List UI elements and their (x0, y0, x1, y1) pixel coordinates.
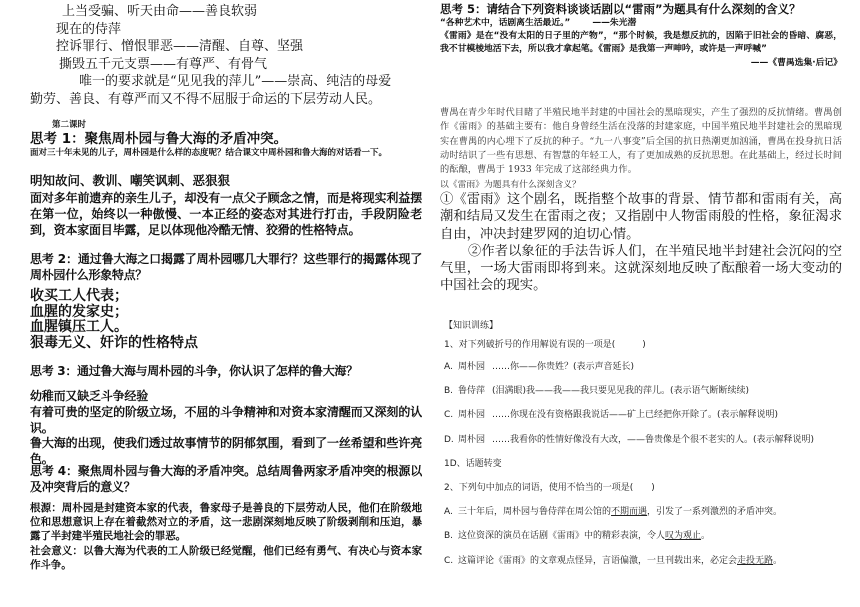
exercise-1-option-d (444, 434, 842, 458)
right-column (440, 0, 842, 607)
option-text-after: 。 (773, 555, 783, 566)
sub-question: 以《雷雨》为题具有什么深刻含义？ (440, 180, 581, 190)
question-1-title: 思考 1：聚焦周朴园与鲁大海的矛盾冲突。 (30, 131, 288, 147)
answer-line: 血腥镇压工人。 (30, 319, 128, 335)
knowledge-exercises (444, 320, 842, 579)
question-1-answer: 面对多年前遗弃的亲生儿子，却没有一点父子顾念之情，而是将现实利益摆在第一位，始终以一种傲慢、一本正经的姿态对其进行打击，手段阴险老到，资本家面目毕露，足以体现他冷酷无情、狡猾的性格特点。 (30, 191, 422, 237)
analysis-line: 现在的侍萍 (56, 21, 122, 37)
option-line: ……你现在没有资格跟我说话——矿上已经把你开除了。(表示解释说明) (492, 410, 779, 421)
answer-line: 收买工人代表； (30, 288, 128, 304)
answer-line: 幼稚而又缺乏斗争经验 (30, 389, 149, 403)
marked-phrase: 走投无路 (737, 555, 774, 566)
option-text-before: 这篇评论《雷雨》的文章观点怪异，言语偏激，一旦刊载出来，必定会 (458, 555, 738, 566)
option-speaker: 周朴园 (458, 362, 486, 372)
question-5-title: 思考 5：请结合下列资料谈谈话剧以“雷雨”为题具有什么深刻的含义？ (440, 2, 801, 16)
quote-author: ——朱光潜 (592, 18, 637, 28)
option-text-after: ，引发了一系列激烈的矛盾冲突。 (647, 507, 783, 518)
question-1-keywords: 明知故问、教训、嘲笑讽刺、恶狠狠 (30, 173, 231, 188)
analysis-line: 控诉罪行、憎恨罪恶——清醒、自尊、坚强 (56, 39, 304, 55)
left-column (30, 0, 422, 607)
shiping-analysis (30, 3, 422, 109)
exercise-1-answer: 1D、话题转变 (444, 458, 502, 469)
option-letter: D. (444, 434, 454, 445)
question-3-answers (30, 389, 422, 468)
option-text-before: 这位资深的演员在话剧《雷雨》中的精彩表演，令人 (458, 531, 666, 542)
analysis-line: 撕毁五千元支票——有尊严、有骨气 (59, 56, 268, 72)
analysis-summary: 勤劳、善良、有尊严而又不得不屈服于命运的下层劳动人民。 (30, 91, 382, 107)
question-4-significance-answer: 社会意义：以鲁大海为代表的工人阶级已经觉醒，他们已经有勇气、有决心与资本家作斗争。 (30, 545, 422, 571)
option-letter: C. (444, 410, 454, 421)
answer-1: ①《雷雨》这个剧名，既指整个故事的背景、情节都和雷雨有关，高潮和结局又发生在雷雨之夜；又指剧中人物雷雨般的性格，象征渴求自由，冲决封建罗网的迫切心情。 (440, 192, 842, 242)
exercises-heading: 【知识训练】 (444, 321, 499, 331)
option-letter: A. (444, 362, 453, 372)
exercise-2-option-b (444, 530, 842, 554)
question-2-answers (30, 289, 422, 351)
option-letter: A. (444, 507, 453, 518)
quote-cao-yu: 《雷雨》是在“没有太阳的日子里的产物”，“那个时候，我是想反抗的，因陷于旧社会的昏暗、腐恶，我不甘模棱地活下去，所以我才拿起笔。《雷雨》是我第一声呻吟，或许是一声呼喊” (440, 31, 842, 54)
quote-text: “各种艺术中，话剧离生活最近。” (440, 18, 571, 28)
question-3-title: 思考 3：通过鲁大海与周朴园的斗争，你认识了怎样的鲁大海？ (30, 364, 358, 378)
option-letter: B. (444, 386, 454, 397)
quote-source: ——《曹禺选集·后记》 (750, 58, 842, 68)
question-2-title: 思考 2：通过鲁大海之口揭露了周朴园哪几大罪行？这些罪行的揭露体现了周朴园什么形象特点？ (30, 252, 422, 282)
question-4-title: 思考 4：聚焦周朴园与鲁大海的矛盾冲突。总结周鲁两家矛盾冲突的根源以及冲突背后的意义？ (30, 464, 422, 494)
marked-phrase: 不期而遇 (611, 507, 648, 518)
answer-line: 血腥的发家史； (30, 303, 128, 320)
exercise-1-option-b (444, 385, 842, 409)
question-5-answers (440, 191, 842, 295)
option-letter: B. (444, 531, 454, 542)
exercise-1-option-a (444, 361, 842, 385)
quote-zhu-guangqian (440, 17, 842, 29)
lesson-label: 第二课时 (52, 120, 87, 130)
answer-line: 狠毒无义、奸诈的性格特点 (30, 334, 198, 351)
answer-line: 有着可贵的坚定的阶级立场，不屈的斗争精神和对资本家清醒而又深刻的认识。 (30, 404, 422, 435)
question-4-root-answer: 根源：周朴园是封建资本家的代表，鲁家母子是善良的下层劳动人民，他们在阶级地位和思想意识上存在着截然对立的矛盾，这一悲剧深刻地反映了阶级剥削和压迫，暴露了半封建半殖民地社会的罪恶。 (30, 502, 422, 542)
answer-line: 鲁大海的出现，使我们透过故事情节的阴郁氛围，看到了一丝希望和些许亮色。 (30, 436, 422, 467)
option-letter: C. (444, 555, 454, 566)
option-line: ……你——你贵姓？(表示声音延长) (492, 362, 635, 372)
exercise-2-option-a (444, 506, 842, 530)
analysis-line: 唯一的要求就是“见见我的萍儿”——崇高、纯洁的母爱 (79, 74, 392, 90)
option-speaker: 周朴园 (458, 434, 486, 445)
exercise-2-stem: 2、下列句中加点的词语，使用不恰当的一项是( ) (444, 482, 655, 493)
answer-2: ②作者以象征的手法告诉人们，在半殖民地半封建社会沉闷的空气里，一场大雷雨即将到来。这就深刻地反映了酝酿着一场大变动的中国社会的现实。 (440, 243, 842, 294)
option-speaker: 鲁侍萍 (458, 386, 486, 397)
option-line: ……我看你的性情好像没有大改，——鲁贵像是个很不老实的人。(表示解释说明) (492, 434, 815, 445)
exercise-1-option-c (444, 409, 842, 433)
exercise-1-stem: 1、对下列破折号的作用解说有误的一项是( ) (444, 340, 646, 350)
background-paragraph: 曹禺在青少年时代目睹了半殖民地半封建的中国社会的黑暗现实，产生了强烈的反抗情绪。曹禺创作《雷雨》的基础主要有：他自身曾经生活在没落的封建家庭，中国半殖民地半封建社会的黑暗现实在曹禺的内心埋下了反抗的种子。“九一八事变”后全国的抗日热潮更加汹涌，曹禺在投身抗日活动时结识了一些有思想、有智慧的年轻工人，有了更加成熟的反抗思想。在此基础上，经过长时间的酝酿，曹禺于 1933 年完成了这部经典力作。 (440, 107, 842, 176)
marked-phrase: 叹为观止 (665, 531, 702, 542)
analysis-line: 上当受骗、听天由命——善良软弱 (62, 4, 258, 19)
option-text-after: 。 (701, 531, 711, 542)
option-speaker: 周朴园 (458, 410, 486, 421)
option-line: (泪满眼)我——我——我只要见见我的萍儿。(表示语气断断续续) (492, 386, 750, 397)
option-text-before: 三十年后，周朴园与鲁侍萍在周公馆的 (458, 507, 612, 518)
exercise-2-option-c (444, 555, 842, 579)
question-1-prompt: 面对三十年未见的儿子，周朴园是什么样的态度呢？结合课文中周朴园和鲁大海的对话看一下。 (30, 148, 388, 158)
